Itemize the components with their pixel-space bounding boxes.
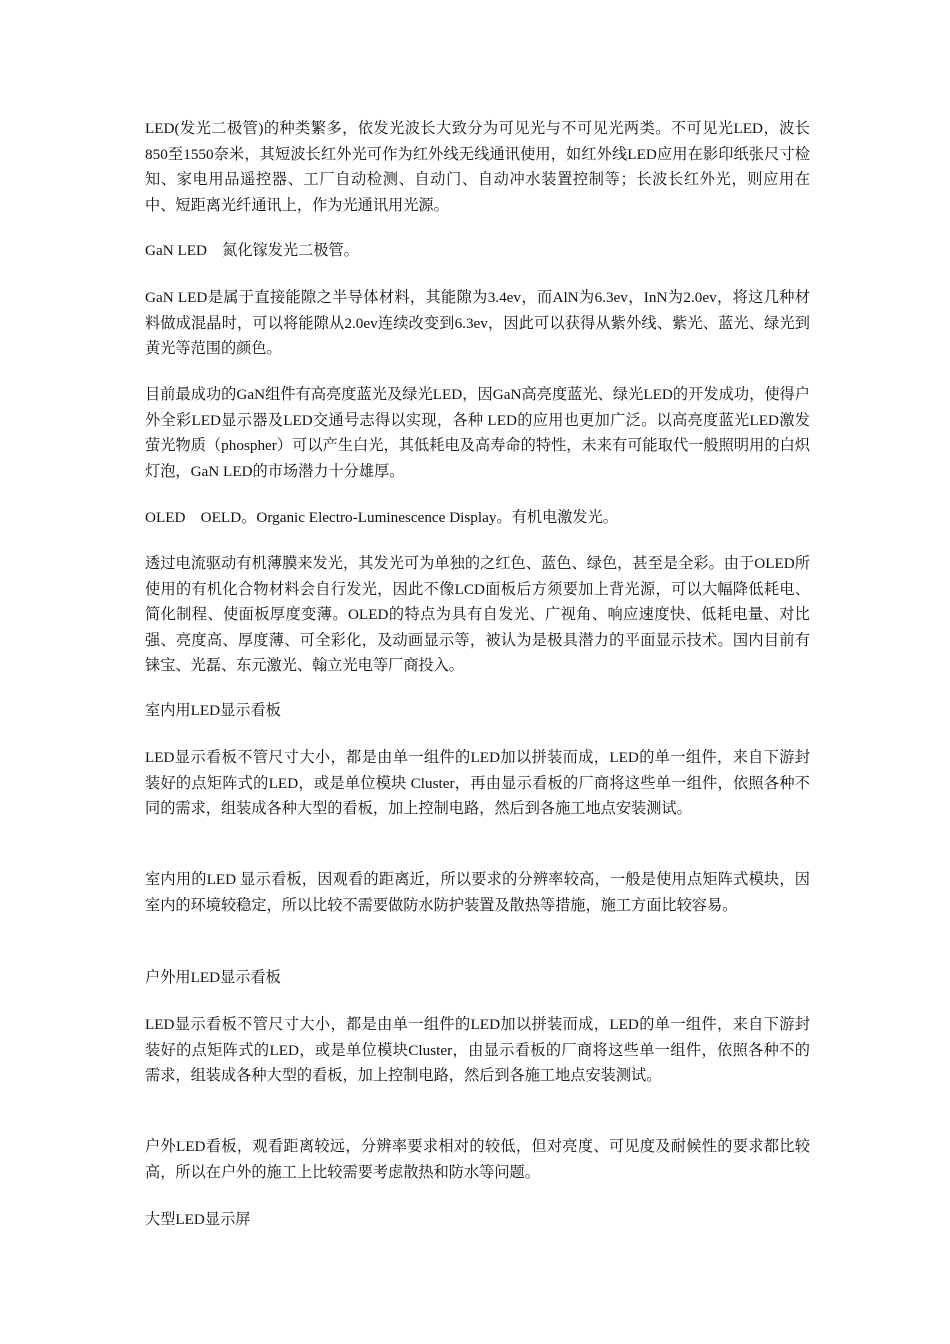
heading-indoor-led-board: 室内用LED显示看板 [145, 702, 281, 719]
paragraph-gan-bandgap: GaN LED是属于直接能隙之半导体材料，其能隙为3.4ev，而AlN为6.3ev，InN为2.0ev，将这几种材料做成混晶时，可以将能隙从2.0ev连续改变到6.3ev，因此可以获得从紫外线、紫光、蓝光、绿光到黄光等范围的颜色。 [145, 289, 810, 357]
heading-oled: OLED OELD。Organic Electro-Luminescence Display。有机电激发光。 [145, 509, 618, 526]
paragraph-gan-applications: 目前最成功的GaN组件有高亮度蓝光及绿光LED，因GaN高亮度蓝光、绿光LED的开发成功，使得户外全彩LED显示器及LED交通号志得以实现，各种 LED的应用也更加广泛。以高亮度蓝光LED激发萤光物质（phospher）可以产生白光，其低耗电及高寿命的特性，未来有可能取代一般照明用的白炽灯泡，GaN LED的市场潜力十分雄厚。 [145, 386, 810, 480]
paragraph-led-types: LED(发光二极管)的种类繁多，依发光波长大致分为可见光与不可见光两类。不可见光LED，波长850至1550奈米，其短波长红外光可作为红外线无线通讯使用，如红外线LED应用在影印纸张尺寸检知、家电用品遥控器、工厂自动检测、自动门、自动冲水装置控制等；长波长红外光，则应用在中、短距离光纤通讯上，作为光通讯用光源。 [145, 120, 810, 214]
paragraph-outdoor-assembly: LED显示看板不管尺寸大小，都是由单一组件的LED加以拼装而成，LED的单一组件，来自下游封装好的点矩阵式的LED，或是单位模块Cluster，由显示看板的厂商将这些单一组件，依照各种不的需求，组装成各种大型的看板，加上控制电路，然后到各施工地点安装测试。 [145, 1016, 810, 1084]
heading-outdoor-led-board: 户外用LED显示看板 [145, 969, 281, 986]
paragraph-oled-description: 透过电流驱动有机薄膜来发光，其发光可为单独的之红色、蓝色、绿色，甚至是全彩。由于OLED所使用的有机化合物材料会自行发光，因此不像LCD面板后方须要加上背光源，可以大幅降低耗电、简化制程、使面板厚度变薄。OLED的特点为具有自发光、广视角、响应速度快、低耗电量、对比强、亮度高、厚度薄、可全彩化，及动画显示等，被认为是极具潜力的平面显示技术。国内目前有铼宝、光磊、东元激光、翰立光电等厂商投入。 [145, 555, 810, 674]
paragraph-outdoor-requirements: 户外LED看板，观看距离较远，分辨率要求相对的较低，但对亮度、可见度及耐候性的要求都比较高，所以在户外的施工上比较需要考虑散热和防水等问题。 [145, 1138, 810, 1181]
paragraph-indoor-assembly: LED显示看板不管尺寸大小，都是由单一组件的LED加以拼装而成，LED的单一组件，来自下游封装好的点矩阵式的LED，或是单位模块 Cluster，再由显示看板的厂商将这些单一组件，依照各种不同的需求，组装成各种大型的看板，加上控制电路，然后到各施工地点安装测试。 [145, 749, 810, 817]
heading-gan-led: GaN LED 氮化镓发光二极管。 [145, 242, 359, 259]
heading-large-led-screen: 大型LED显示屏 [145, 1211, 251, 1228]
paragraph-indoor-resolution: 室内用的LED 显示看板，因观看的距离近，所以要求的分辨率较高，一般是使用点矩阵式模块，因室内的环境较稳定，所以比较不需要做防水防护装置及散热等措施，施工方面比较容易。 [145, 871, 810, 914]
